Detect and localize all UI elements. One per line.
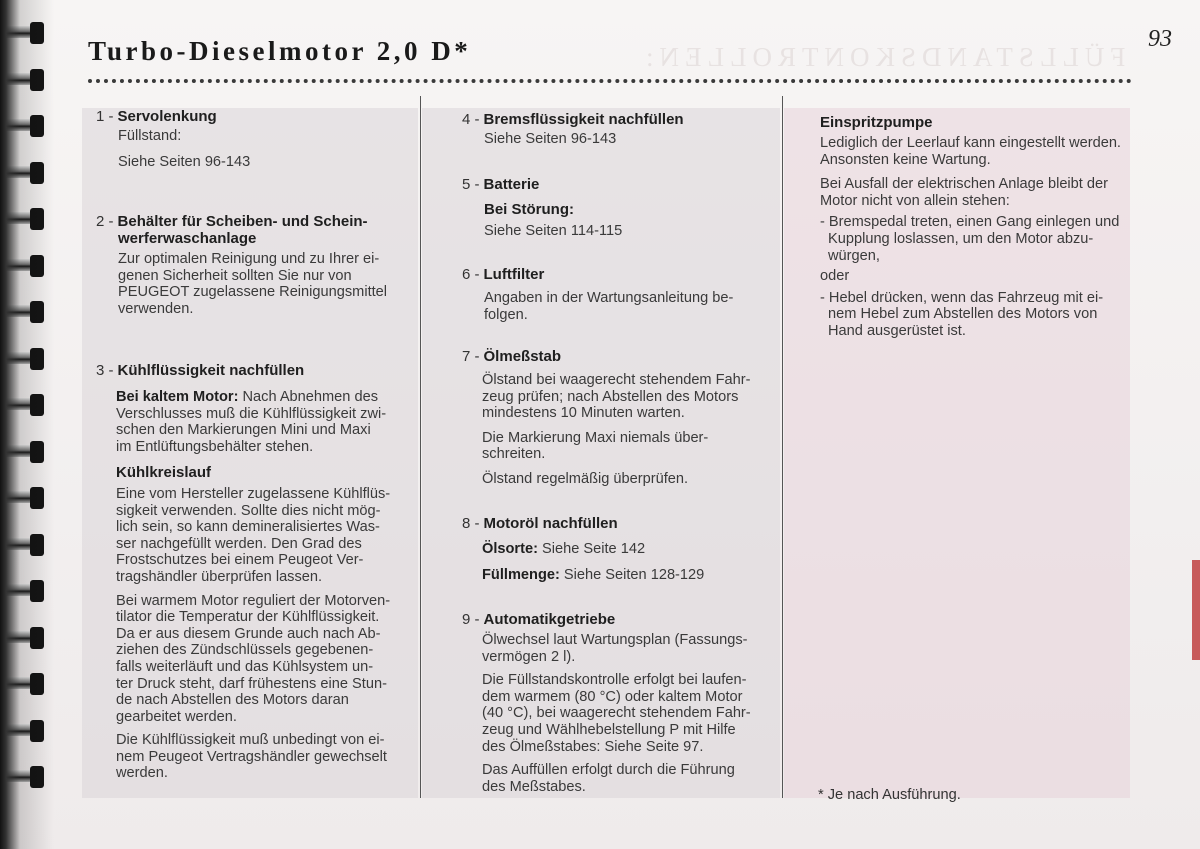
text-fragment: Nach Abnehmen des [238,389,378,405]
bullet-line: - Hebel drücken, wenn das Fahrzeug mit ei- [820,289,1104,306]
text-line: de nach Abstellen des Motors daran [116,692,349,709]
item-number: 2 - [96,213,114,230]
text-line: Verschlusses muß die Kühlflüssigkeit zwi- [116,405,387,422]
text-line: verwenden. [118,300,194,317]
text-line: Die Kühlflüssigkeit muß unbedingt von ei- [116,732,385,749]
item-number: 8 - [462,515,480,532]
text-line: folgen. [484,306,528,323]
item-bremsfluessigkeit [462,111,762,148]
text-line: Die Füllstandskontrolle erfolgt bei laufen- [482,672,747,689]
text-fragment: Siehe Seite 142 [537,541,646,557]
item-number: 7 - [462,348,480,365]
text-line: werden. [116,765,168,782]
section-title: Einspritzpumpe [820,114,933,131]
item-title: Behälter für Scheiben- und Schein- [117,213,368,230]
text-line: Siehe Seiten 96-143 [118,153,251,170]
text-line: im Entlüftungsbehälter stehen. [116,438,314,455]
footnote: * Je nach Ausführung. [818,787,961,803]
text-line: Ölstand regelmäßig überprüfen. [482,470,689,487]
text-line: Angaben in der Wartungsanleitung be- [484,290,734,306]
fill-quantity-label: Füllmenge: [482,566,560,583]
text-line: Die Markierung Maxi niemals über- [482,429,709,446]
item-luftfilter [462,266,762,323]
text-line: des Ölmeßstabes: Siehe Seite 97. [482,738,704,755]
item-title: Automatikgetriebe [483,611,616,628]
item-number: 9 - [462,611,480,628]
text-line: Ölwechsel laut Wartungsplan (Fassungs- [482,632,748,648]
text-line: Ansonsten keine Wartung. [820,151,991,168]
item-title-line: werferwaschanlage [118,230,257,247]
dotted-rule [88,79,1132,87]
text-line: tragshändler überprüfen lassen. [116,568,323,585]
item-automatikgetriebe [462,611,762,795]
oil-type-label: Ölsorte: [482,541,538,557]
text-line: Ölstand bei waagerecht stehendem Fahr- [482,372,751,388]
text-line: Frostschutzes bei einem Peugeot Ver- [116,552,364,569]
text-line: falls weiterläuft und das Kühlsystem un- [116,658,374,675]
column-divider [782,96,783,798]
text-line: Zur optimalen Reinigung und zu Ihrer ei- [118,251,380,267]
item-batterie [462,176,762,239]
text-line: schen den Markierungen Mini und Maxi [116,422,371,439]
section-einspritzpumpe [820,114,1132,340]
text-line: lich sein, so kann demineralisiertes Was- [116,519,380,536]
item-number: 5 - [462,176,480,193]
text-line: Eine vom Hersteller zugelassene Kühlflüs- [116,485,391,502]
text-line: Motor nicht von allein stehen: [820,192,1010,209]
text-line: schreiten. [482,446,546,463]
page-title: Turbo-Dieselmotor 2,0 D* [88,36,472,66]
bullet-line: würgen, [828,247,880,264]
malfunction-label: Bei Störung: [484,201,574,218]
edge-tab [1192,560,1200,660]
text-line: des Meßstabes. [482,778,586,795]
text-fragment: Siehe Seiten 128-129 [559,566,705,583]
item-title: Servolenkung [117,108,217,125]
text-line: mindestens 10 Minuten warten. [482,405,685,422]
text-line: zeug prüfen; nach Abstellen des Motors [482,388,739,405]
text-line: PEUGEOT zugelassene Reinigungsmittel [118,284,388,301]
item-oelmessstab [462,348,762,488]
text-line: sigkeit verwenden. Sollte dies nicht mög- [116,502,381,519]
item-kuehlfluessigkeit [96,362,396,782]
text-line: ziehen des Zündschlüssels gegebenen- [116,642,374,659]
subsection-title: Kühlkreislauf [116,464,212,482]
text-line: nem Peugeot Vertragshändler gewechselt [116,748,387,765]
text-line: genen Sicherheit sollten Sie nur von [118,267,352,284]
item-servolenkung [96,108,396,170]
text-line: dem warmem (80 °C) oder kaltem Motor [482,688,743,705]
show-through-heading: FÜLLSTANDSKONTROLLEN: [640,42,1126,72]
item-title: Ölmeßstab [483,348,562,365]
text-line: Siehe Seiten 114-115 [484,222,623,239]
text-line: ter Druck steht, darf frühestens eine Stun- [116,675,387,692]
item-title: Batterie [483,176,540,193]
binding-shadow [0,0,54,849]
page-number: 93 [1148,26,1172,52]
item-number: 4 - [462,111,480,128]
cold-engine-label: Bei kaltem Motor: [116,389,239,405]
item-title: Bremsflüssigkeit nachfüllen [483,111,684,128]
item-title: Motoröl nachfüllen [483,515,618,532]
item-title: Luftfilter [483,266,545,283]
item-number: 1 - [96,108,114,125]
item-motoroel [462,515,762,583]
item-number: 3 - [96,362,114,379]
text-line: Lediglich der Leerlauf kann eingestellt werden. [820,135,1121,151]
bullet-line: - Bremspedal treten, einen Gang einlegen und [820,214,1120,231]
text-line: gearbeitet werden. [116,708,237,725]
text-line: Füllstand: [118,128,182,144]
bullet-line: nem Hebel zum Abstellen des Motors von [828,306,1098,323]
item-title: Kühlflüssigkeit nachfüllen [117,362,305,379]
text-line: Bei warmem Motor reguliert der Motorven- [116,592,391,609]
column-divider [420,96,421,798]
text-line: Siehe Seiten 96-143 [484,131,617,147]
text-line: ser nachgefüllt werden. Den Grad des [116,535,362,552]
bullet-line: Kupplung loslassen, um den Motor abzu- [828,230,1094,247]
text-line: Das Auffüllen erfolgt durch die Führung [482,762,735,779]
text-line: Da er aus diesem Grunde auch nach Ab- [116,625,381,642]
item-number: 6 - [462,266,480,283]
text-line: oder [820,268,850,285]
text-line: zeug und Wählhebelstellung P mit Hilfe [482,721,736,738]
text-line: (40 °C), bei waagerecht stehendem Fahr- [482,705,751,722]
text-line: vermögen 2 l). [482,648,576,665]
item-scheibenwaschanlage [96,213,396,317]
text-line: Bei Ausfall der elektrischen Anlage bleibt der [820,176,1108,193]
text-line: tilator die Temperatur der Kühlflüssigkeit. [116,609,380,626]
bullet-line: Hand ausgerüstet ist. [828,322,966,339]
